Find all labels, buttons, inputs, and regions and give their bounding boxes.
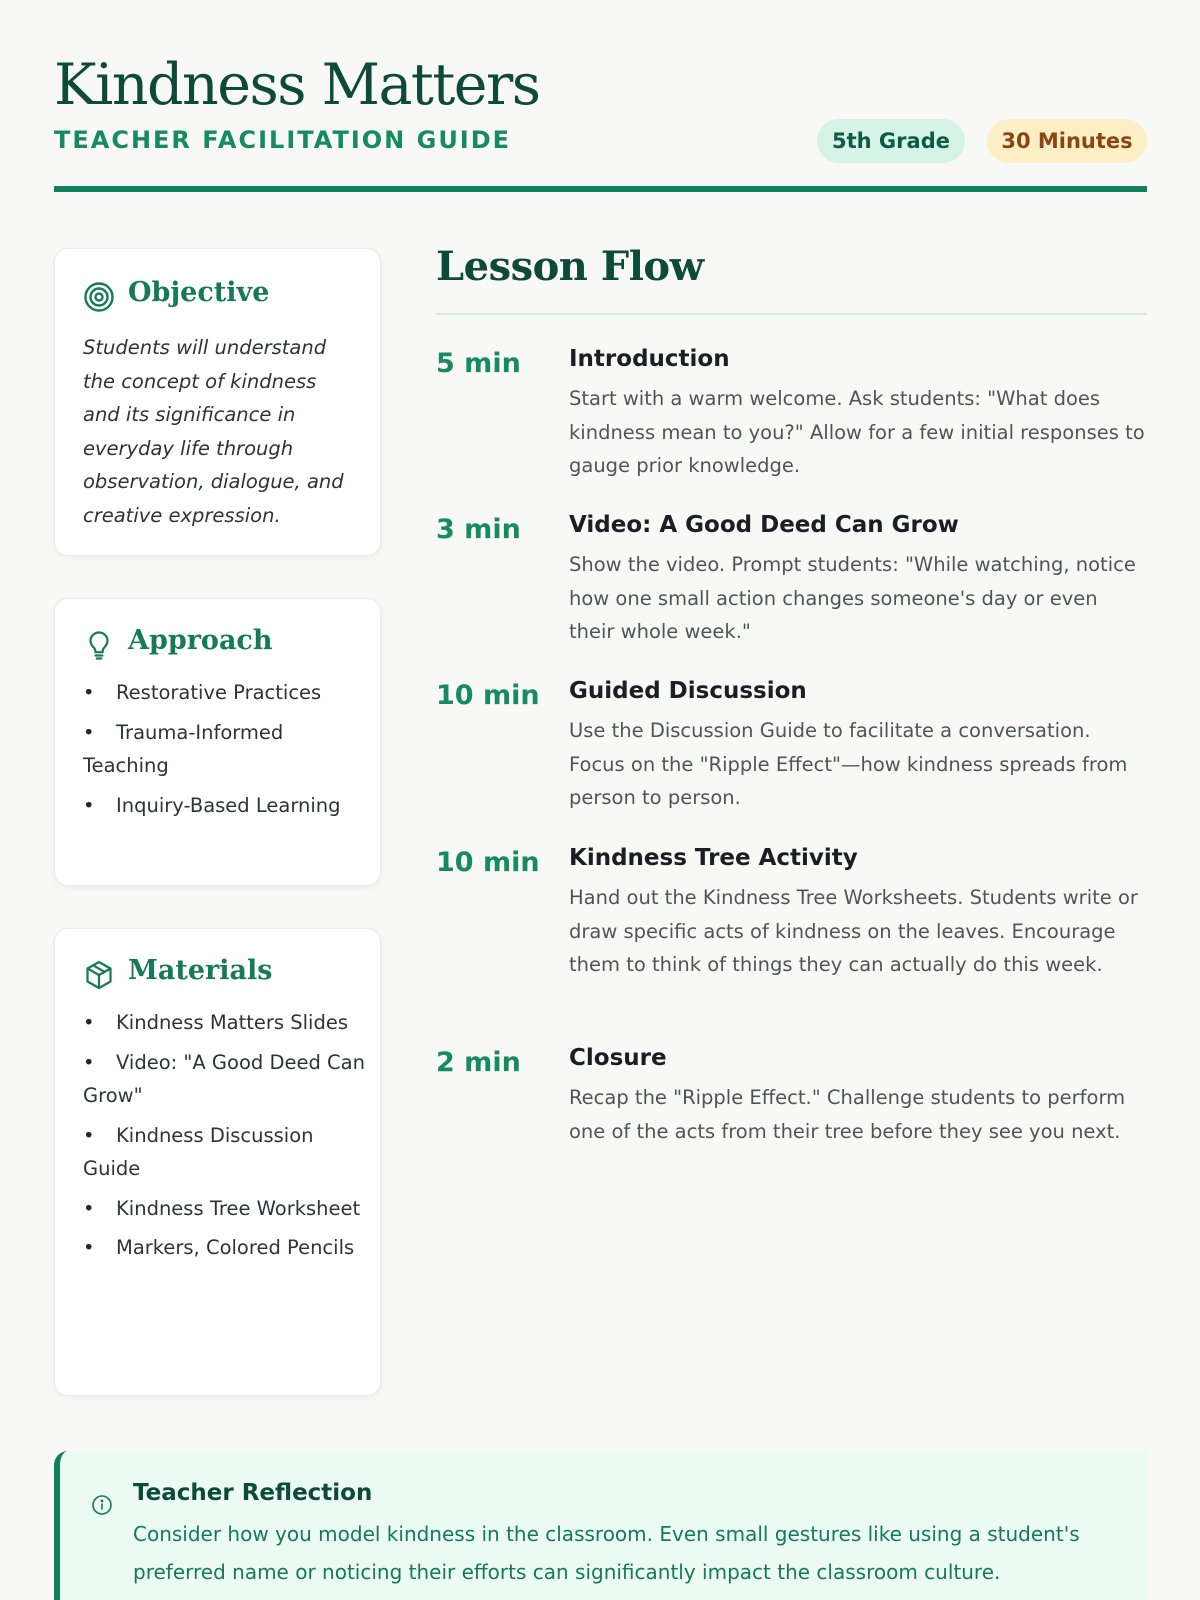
page-subtitle: TEACHER FACILITATION GUIDE [54, 126, 512, 154]
teacher-reflection-callout [54, 1451, 1147, 1600]
lightbulb-icon [83, 629, 115, 661]
reflection-text: Consider how you model kindness in the classroom. Even small gestures like using a student's preferred name or noticing their efforts can significantly impact the classroom culture. [133, 1522, 1080, 1584]
list-item: • Markers, Colored Pencils [83, 1231, 368, 1265]
step-time: 5 min [436, 348, 521, 379]
objective-title: Objective [128, 277, 270, 308]
step-title: Closure [569, 1045, 667, 1071]
step-time: 3 min [436, 514, 521, 545]
facilitation-guide [54, 0, 1147, 1600]
lesson-flow-title: Lesson Flow [436, 243, 704, 290]
list-item: • Video: "A Good Deed Can Grow" [83, 1046, 368, 1113]
list-item: • Trauma-Informed Teaching [83, 716, 368, 783]
step-title: Video: A Good Deed Can Grow [569, 512, 959, 538]
approach-title: Approach [128, 625, 273, 656]
list-item: • Kindness Discussion Guide [83, 1119, 368, 1186]
step-description: Use the Discussion Guide to facilitate a conversation. Focus on the "Ripple Effect"—how kindness spreads from person to person. [569, 719, 1128, 809]
objective-text: Students will understand the concept of kindness and its significance in everyday life through observation, dialogue, and creative expression. [83, 336, 344, 527]
list-item: • Kindness Matters Slides [83, 1006, 368, 1040]
list-item: • Inquiry-Based Learning [83, 789, 368, 823]
step-time: 10 min [436, 847, 540, 878]
approach-card [54, 598, 381, 886]
step-description: Show the video. Prompt students: "While watching, notice how one small action changes someone's day or even their whole week." [569, 553, 1136, 643]
materials-list [83, 1006, 368, 1271]
list-item: • Restorative Practices [83, 676, 368, 710]
materials-card [54, 928, 381, 1396]
lesson-flow-divider [436, 313, 1147, 315]
materials-title: Materials [128, 955, 273, 986]
target-icon [83, 281, 115, 313]
info-icon [91, 1494, 113, 1516]
header-divider [54, 186, 1147, 192]
grade-badge: 5th Grade [817, 119, 965, 163]
step-description: Hand out the Kindness Tree Worksheets. Students write or draw specific acts of kindness on the leaves. Encourage them to think of things they can actually do this week. [569, 886, 1138, 976]
step-time: 2 min [436, 1047, 521, 1078]
page-title: Kindness Matters [54, 52, 540, 118]
objective-card [54, 248, 381, 556]
reflection-title: Teacher Reflection [133, 1480, 373, 1506]
step-time: 10 min [436, 680, 540, 711]
approach-list [83, 676, 368, 828]
step-description: Recap the "Ripple Effect." Challenge students to perform one of the acts from their tree before they see you next. [569, 1086, 1126, 1143]
step-title: Kindness Tree Activity [569, 845, 858, 871]
package-icon [83, 959, 115, 991]
step-title: Introduction [569, 346, 730, 372]
step-title: Guided Discussion [569, 678, 807, 704]
step-description: Start with a warm welcome. Ask students: "What does kindness mean to you?" Allow for a few initial responses to gauge prior knowledge. [569, 387, 1145, 477]
duration-badge: 30 Minutes [987, 119, 1147, 163]
list-item: • Kindness Tree Worksheet [83, 1192, 368, 1226]
